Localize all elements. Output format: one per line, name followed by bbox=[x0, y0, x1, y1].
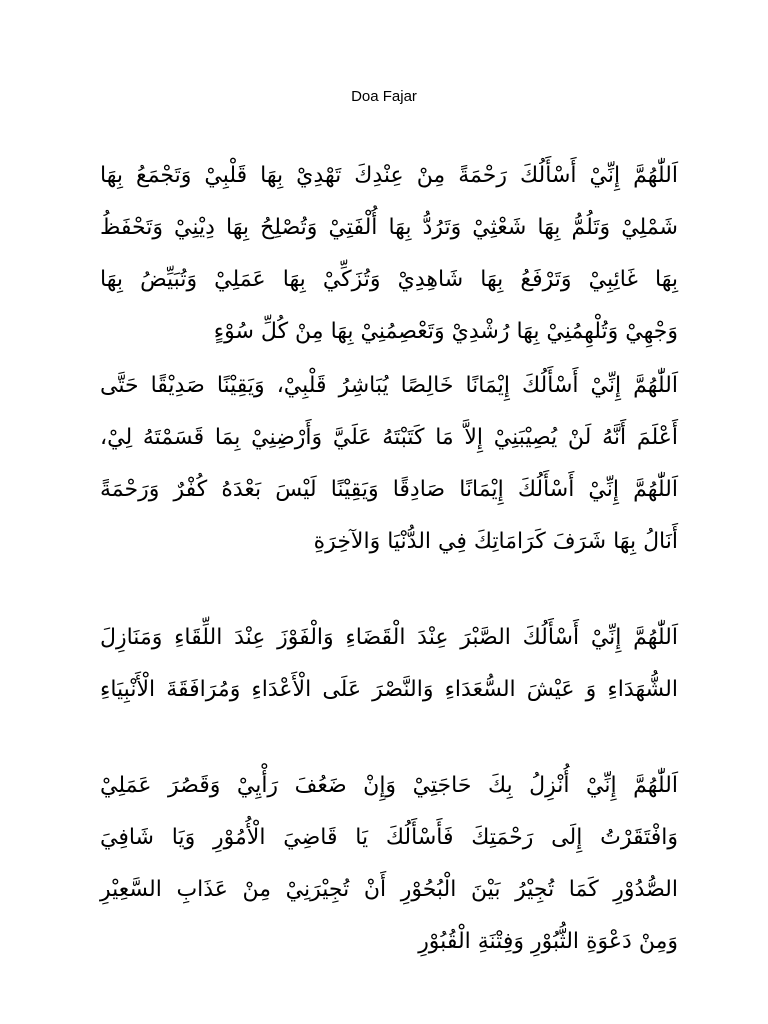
prayer-paragraph bbox=[100, 150, 678, 358]
text-line: اَللّٰهُمَّ إِنِّيْ أَسْأَلُكَ إِيْمَانًا خَالِصًا يُبَاشِرُ قَلْبِيْ، وَيَقِيْنًا صَدِيْقًا حَتَّى bbox=[100, 373, 678, 398]
text-line: اَللّٰهُمَّ إِنِّيْ أَسْأَلُكَ الصَّبْرَ عِنْدَ الْقَضَاءِ وَالْفَوْزَ عِنْدَ اللِّقَاءِ وَمَنَازِلَ bbox=[100, 625, 678, 650]
prayer-paragraph bbox=[100, 360, 678, 568]
text-line: شَمْلِيْ وَتَلُمُّ بِهَا شَعْثِيْ وَتَرُدُّ بِهَا أُلْفَتِيْ وَتُصْلِحُ بِهَا دِيْنِيْ وَتَحْفَظُ bbox=[100, 215, 678, 240]
document-title: Doa Fajar bbox=[351, 88, 417, 105]
prayer-paragraph bbox=[100, 760, 678, 968]
text-line: اَللّٰهُمَّ إِنِّيْ أَسْأَلُكَ إِيْمَانًا صَادِقًا وَيَقِيْنًا لَيْسَ بَعْدَهُ كُفْرٌ وَرَحْمَةً bbox=[100, 477, 678, 502]
prayer-paragraph bbox=[100, 612, 678, 716]
text-line: أَنَالُ بِهَا شَرَفَ كَرَامَاتِكَ فِي الدُّنْيَا وَالآخِرَةِ bbox=[313, 529, 678, 554]
text-line: الشُّهَدَاءِ وَ عَيْشَ السُّعَدَاءِ وَالنَّصْرَ عَلَى الْأَعْدَاءِ وَمُرَافَقَةَ الْأَنْبِيَاءِ bbox=[100, 677, 678, 702]
prayer-text bbox=[100, 150, 678, 968]
text-line: اَللّٰهُمَّ إِنِّيْ أُنْزِلُ بِكَ حَاجَتِيْ وَإِنْ ضَعُفَ رَأْيِيْ وَقَصُرَ عَمَلِيْ bbox=[100, 773, 678, 798]
text-line: وَافْتَقَرْتُ إِلَى رَحْمَتِكَ فَأَسْأَلُكَ يَا قَاضِيَ الْأُمُوْرِ وَيَا شَافِيَ bbox=[100, 825, 678, 850]
text-line: بِهَا غَائِبِيْ وَتَرْفَعُ بِهَا شَاهِدِيْ وَتُزَكِّيْ بِهَا عَمَلِيْ وَتُبَيِّضُ بِهَا bbox=[100, 267, 678, 292]
text-line: الصُّدُوْرِ كَمَا تُجِيْرُ بَيْنَ الْبُحُوْرِ أَنْ تُجِيْرَنِيْ مِنْ عَذَابِ السَّعِيْرِ bbox=[100, 877, 678, 902]
text-line: وَمِنْ دَعْوَةِ الثُّبُوْرِ وَفِتْنَةِ الْقُبُوْرِ bbox=[418, 929, 678, 954]
text-line: وَجْهِيْ وَتُلْهِمُنِيْ بِهَا رُشْدِيْ وَتَعْصِمُنِيْ بِهَا مِنْ كُلِّ سُوْءٍ bbox=[213, 319, 678, 344]
text-line: اَللّٰهُمَّ إِنِّيْ أَسْأَلُكَ رَحْمَةً مِنْ عِنْدِكَ تَهْدِيْ بِهَا قَلْبِيْ وَتَجْمَعُ بِهَا bbox=[100, 163, 678, 188]
text-line: أَعْلَمَ أَنَّهُ لَنْ يُصِيْبَنِيْ إِلاَّ مَا كَتَبْتَهُ عَلَيَّ وَأَرْضِنِيْ بِمَا قَسَمْتَهُ لِيْ، bbox=[100, 425, 678, 450]
